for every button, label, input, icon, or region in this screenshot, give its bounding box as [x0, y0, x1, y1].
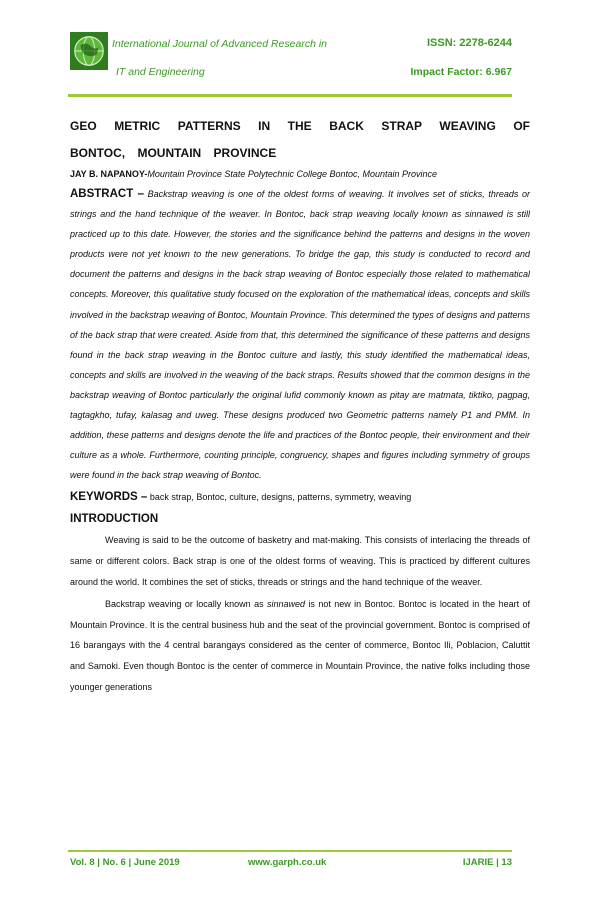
page-number-label: IJARIE | 13 — [462, 857, 512, 868]
impact-factor-label: Impact Factor: 6.967 — [410, 66, 512, 78]
page-footer — [70, 857, 512, 873]
abstract-paragraph — [70, 184, 530, 485]
keywords-text: back strap, Bontoc, culture, designs, patterns, symmetry, weaving — [147, 492, 412, 503]
intro-p2-start: Backstrap weaving or locally known as — [105, 599, 267, 610]
abstract-label: ABSTRACT – — [70, 188, 144, 200]
author-line — [70, 169, 530, 179]
journal-globe-logo-icon — [70, 32, 108, 70]
keywords-label: KEYWORDS – — [70, 491, 148, 504]
issn-label: ISSN: 2278-6244 — [427, 37, 512, 49]
abstract-text: Backstrap weaving is one of the oldest forms of weaving. It involves set of sticks, threads or strings and the hand technique of the weaver. In Bontoc, back strap weaving locally known as sinnawed is still practiced up to this date. However, the stories and the significance behind the patterns and designs in the woven products were not yet known to the new generations. To bridge the gap, this study is conducted to record and document the patterns and designs in the back strap weaving of Bontoc especially those related to mathematical concepts. Moreover, this qualitative study focused on the exploration of the mathematical ideas, concepts and skills involved in the backstrap weaving of Bontoc, Mountain Province. This determined the types of designs and patterns of the back strap that were created. Aside from that, this determined the significance of these patterns and designs found in the back strap weaving in the Bontoc culture and lastly, this study identified the mathematical ideas, concepts and skills are involved in the weaving of the back straps. Results showed that the common designs in the backstrap weaving of Bontoc particularly the original lufid commonly known as pitay are matmata, tiktiko, pagpag, tagtagkho, tufay, kalasag and uweg. These designs produced two Geometric patterns namely P1 and PMM. In addition, these patterns and designs denote the life and practices of the Bontoc people, their environment and their culture as a whole. Furthermore, counting principle, congruency, shapes and figures including symmetry of groups were found in the back strap weaving of Bontoc. — [70, 189, 531, 481]
intro-paragraph-2 — [70, 594, 530, 697]
journal-name-line1: International Journal of Advanced Research in — [112, 38, 327, 50]
website-link[interactable]: www.garph.co.uk — [248, 857, 327, 868]
author-affiliation: Mountain Province State Polytechnic College Bontoc, Mountain Province — [147, 169, 438, 179]
author-name: JAY B. NAPANOY- — [70, 169, 148, 179]
keywords-line — [70, 487, 530, 507]
page-header — [70, 30, 512, 96]
journal-name-line2: IT and Engineering — [116, 66, 205, 78]
header-divider — [68, 94, 512, 97]
volume-issue-label: Vol. 8 | No. 6 | June 2019 — [70, 857, 180, 868]
intro-p2-rest: is not new in Bontoc. Bontoc is located in the heart of Mountain Province. It is the central business hub and the seat of the provincial government. Bontoc is comprised of 16 barangays with the 4 central barangays considered as the center of commerce, Bontoc Ili, Poblacion, Caluttit and Samoki. Even though Bontoc is the center of commerce in Mountain Province, the native folks including those younger generations — [70, 599, 530, 692]
footer-divider — [68, 850, 512, 852]
paper-title: GEO METRIC PATTERNS IN THE BACK STRAP WEAVING OF BONTOC, MOUNTAIN PROVINCE — [70, 119, 530, 160]
introduction-heading: INTRODUCTION — [70, 513, 159, 526]
article-body — [70, 113, 530, 699]
intro-paragraph-1: Weaving is said to be the outcome of basketry and mat-making. This consists of interlacing the threads of same or different colors. Back strap is one of the oldest forms of weaving. This is practiced by different cultures around the world. It combines the set of sticks, threads or strings and the hand technique of the weaver. — [70, 535, 530, 587]
intro-p2-term: sinnawed — [267, 599, 306, 610]
